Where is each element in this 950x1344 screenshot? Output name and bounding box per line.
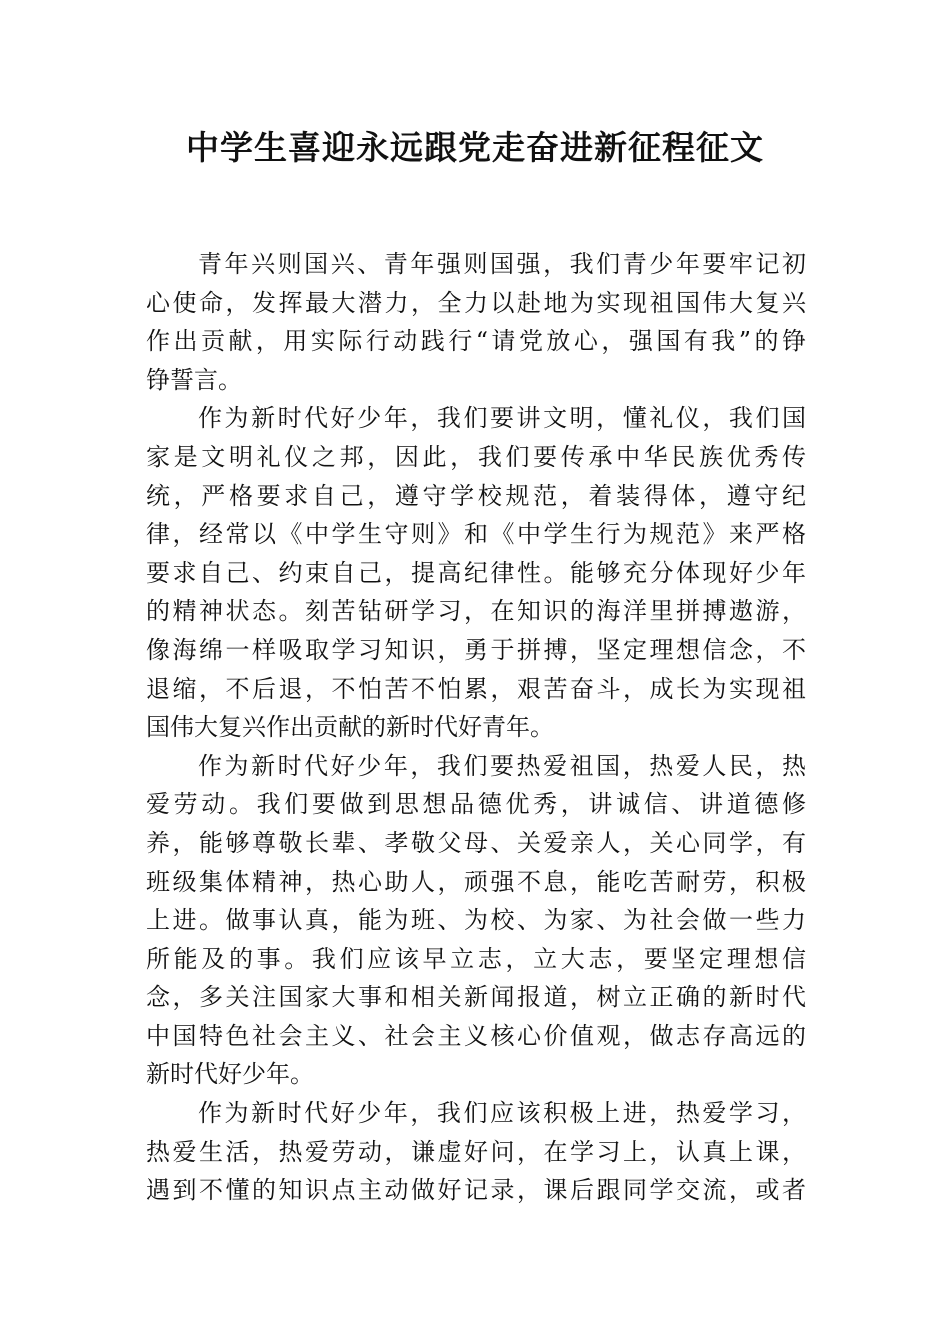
paragraph (146, 399, 806, 746)
paragraph-line: 念，多关注国家大事和相关新闻报道，树立正确的新时代 (146, 983, 806, 1012)
paragraph-line: 新时代好少年。 (146, 1060, 314, 1089)
paragraph (146, 747, 806, 1094)
paragraph-line: 作为新时代好少年，我们要讲文明，懂礼仪，我们国 (198, 404, 806, 433)
paragraph-line: 班级集体精神，热心助人，顽强不息，能吃苦耐劳，积极 (146, 867, 806, 896)
document-title: 中学生喜迎永远跟党走奋进新征程征文 (186, 128, 764, 167)
paragraph-line: 作为新时代好少年，我们要热爱祖国，热爱人民，热 (198, 751, 806, 780)
paragraph-line: 作为新时代好少年，我们应该积极上进，热爱学习， (198, 1099, 806, 1128)
document-body (146, 245, 806, 1210)
paragraph-line: 统，严格要求自己，遵守学校规范，着装得体，遵守纪 (146, 481, 806, 510)
paragraph-line: 上进。做事认真，能为班、为校、为家、为社会做一些力 (146, 906, 806, 935)
paragraph (146, 1094, 806, 1210)
paragraph-line: 养，能够尊敬长辈、孝敬父母、关爱亲人，关心同学，有 (146, 828, 806, 857)
paragraph (146, 245, 806, 399)
paragraph-line: 国伟大复兴作出贡献的新时代好青年。 (146, 713, 554, 742)
paragraph-line: 遇到不懂的知识点主动做好记录，课后跟同学交流，或者 (146, 1176, 806, 1205)
paragraph-line: 青年兴则国兴、青年强则国强，我们青少年要牢记初 (198, 250, 806, 278)
paragraph-line: 作出贡献，用实际行动践行“请党放心，强国有我”的铮 (146, 327, 806, 356)
paragraph-line: 所能及的事。我们应该早立志，立大志，要坚定理想信 (146, 944, 806, 973)
paragraph-line: 爱劳动。我们要做到思想品德优秀，讲诚信、讲道德修 (146, 790, 806, 819)
paragraph-line: 热爱生活，热爱劳动，谦虚好问，在学习上，认真上课， (146, 1137, 806, 1166)
paragraph-line: 中国特色社会主义、社会主义核心价值观，做志存高远的 (146, 1021, 806, 1050)
paragraph-line: 要求自己、约束自己，提高纪律性。能够充分体现好少年 (146, 558, 806, 587)
paragraph-line: 心使命，发挥最大潜力，全力以赴地为实现祖国伟大复兴 (146, 288, 806, 317)
paragraph-line: 的精神状态。刻苦钻研学习，在知识的海洋里拼搏遨游， (146, 597, 806, 626)
paragraph-line: 退缩，不后退，不怕苦不怕累，艰苦奋斗，成长为实现祖 (146, 674, 806, 703)
paragraph-line: 像海绵一样吸取学习知识，勇于拼搏，坚定理想信念，不 (146, 635, 806, 664)
paragraph-line: 律，经常以《中学生守则》和《中学生行为规范》来严格 (146, 520, 806, 549)
paragraph-line: 家是文明礼仪之邦，因此，我们要传承中华民族优秀传 (146, 442, 806, 471)
paragraph-line: 铮誓言。 (146, 365, 242, 394)
